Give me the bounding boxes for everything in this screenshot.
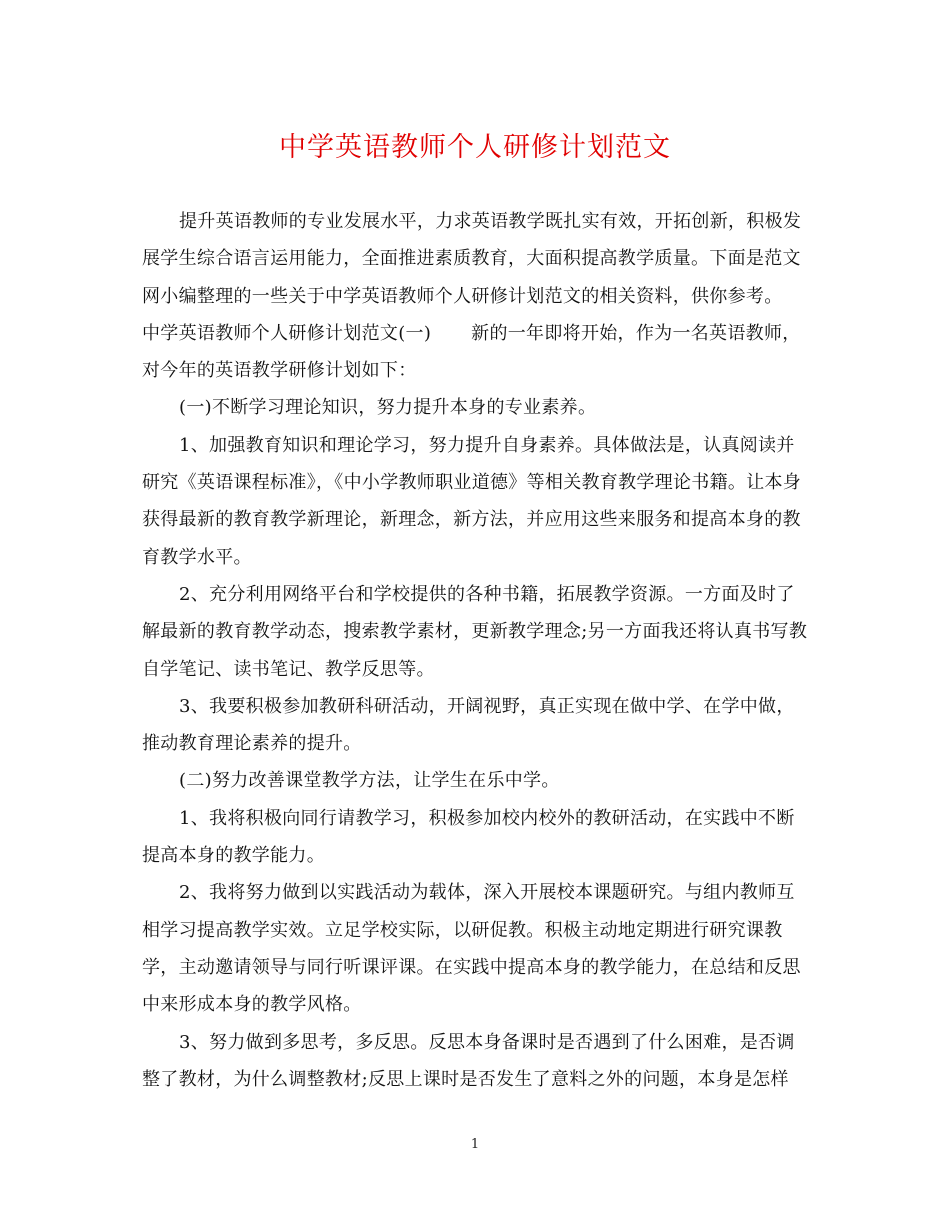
part-one-item-1: 1、加强教育知识和理论学习，努力提升自身素养。具体做法是，认真阅读并研究《英语课程标准》，《中小学教师职业道德》等相关教育教学理论书籍。让本身获得最新的教育教学新理论，新理念，新方法，并应用这些来服务和提高本身的教育教学水平。: [142, 434, 802, 568]
section-one-heading: 中学英语教师个人研修计划范文(一): [142, 322, 432, 344]
intro-paragraph: 提升英语教师的专业发展水平，力求英语教学既扎实有效，开拓创新，积极发展学生综合语言运用能力，全面推进素质教育，大面积提高教学质量。下面是范文网小编整理的一些关于中学英语教师个人研修计划范文的相关资料，供你参考。: [142, 211, 802, 307]
part-two-heading: (二)努力改善课堂教学方法，让学生在乐中学。: [179, 770, 560, 792]
part-two-item-2: 2、我将努力做到以实践活动为载体，深入开展校本课题研究。与组内教师互相学习提高教学实效。立足学校实际，以研促教。积极主动地定期进行研究课教学，主动邀请领导与同行听课评课。在实践中提高本身的教学能力，在总结和反思中来形成本身的教学风格。: [142, 882, 801, 1016]
part-two-item-1: 1、我将积极向同行请教学习，积极参加校内校外的教研活动，在实践中不断提高本身的教学能力。: [142, 807, 795, 867]
document-title: 中学英语教师个人研修计划范文: [279, 132, 671, 163]
section-one-opening: 新的一年即将开始，作为一名英语教师，对今年的英语教学研修计划如下：: [142, 322, 801, 382]
part-one-heading: (一)不断学习理论知识，努力提升本身的专业素养。: [179, 397, 597, 419]
part-one-item-2: 2、充分利用网络平台和学校提供的各种书籍，拓展教学资源。一方面及时了解最新的教育教学动态，搜索教学素材，更新教学理念;另一方面我还将认真书写教自学笔记、读书笔记、教学反思等。: [142, 583, 808, 680]
part-one-item-3: 3、我要积极参加教研科研活动，开阔视野，真正实现在做中学、在学中做，推动教育理论素养的提升。: [142, 695, 795, 755]
page-number: 1: [470, 1137, 480, 1152]
section-one-paragraph: [142, 315, 810, 390]
part-two-item-3: 3、努力做到多思考，多反思。反思本身备课时是否遇到了什么困难，是否调整了教材，为什么调整教材;反思上课时是否发生了意料之外的问题，本身是怎样: [142, 1031, 795, 1090]
document-body: [142, 203, 810, 1098]
